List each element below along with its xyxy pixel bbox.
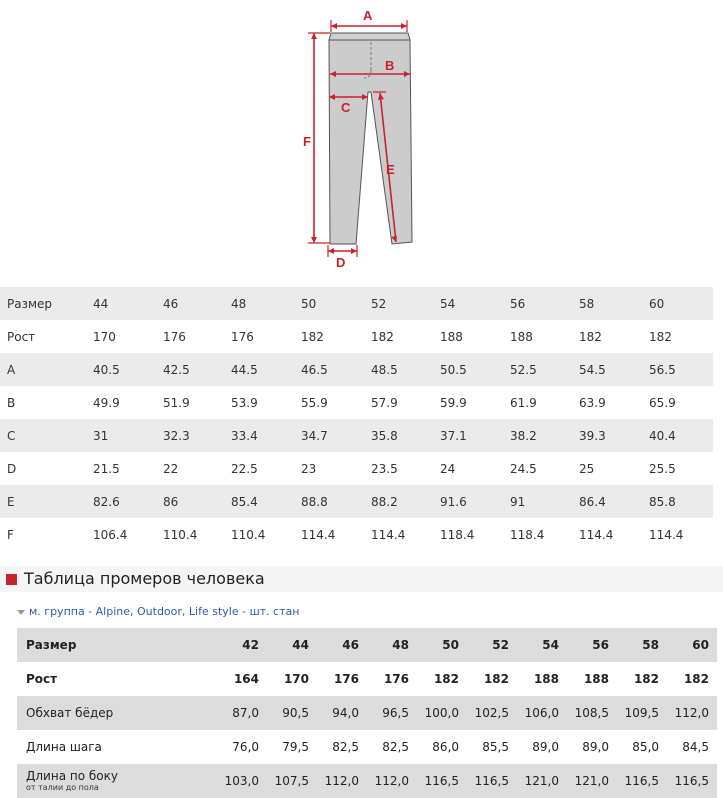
table-row [0, 518, 713, 551]
table-cell: 121,0 [517, 764, 567, 798]
table-cell: 176 [317, 662, 367, 696]
table-cell: 182 [667, 662, 717, 696]
table-cell: 94,0 [317, 696, 367, 730]
table-cell: 182 [579, 320, 649, 353]
row-label: Длина шага [17, 730, 217, 764]
row-label-sub: от талии до пола [26, 783, 99, 792]
table-cell: 25.5 [649, 452, 713, 485]
table-cell: 53.9 [231, 386, 301, 419]
table-cell: 58 [579, 287, 649, 320]
table-cell: 170 [267, 662, 317, 696]
table-cell: 188 [567, 662, 617, 696]
table-cell: 37.1 [440, 419, 510, 452]
table-cell: 116,5 [617, 764, 667, 798]
table-cell: 85.4 [231, 485, 301, 518]
table-cell: 96,5 [367, 696, 417, 730]
table-cell: 82,5 [317, 730, 367, 764]
table-cell: 48.5 [371, 353, 440, 386]
table-cell: 38.2 [510, 419, 579, 452]
row-label: D [0, 452, 93, 485]
table-row [0, 320, 713, 353]
label-f: F [303, 134, 311, 149]
table-cell: 40.5 [93, 353, 163, 386]
row-label: Размер [0, 287, 93, 320]
table-cell: 116,5 [667, 764, 717, 798]
table-cell: 54.5 [579, 353, 649, 386]
table-cell: 60 [667, 628, 717, 662]
table-cell: 46 [317, 628, 367, 662]
table-cell: 52 [467, 628, 517, 662]
table-cell: 44 [267, 628, 317, 662]
table-cell: 86.4 [579, 485, 649, 518]
table-cell: 46 [163, 287, 231, 320]
table-cell: 114.4 [649, 518, 713, 551]
table-cell: 182 [371, 320, 440, 353]
table-row [17, 662, 717, 696]
table-cell: 89,0 [517, 730, 567, 764]
row-label: Рост [17, 662, 217, 696]
table-cell: 57.9 [371, 386, 440, 419]
label-a: A [363, 8, 373, 23]
table-cell: 176 [367, 662, 417, 696]
table-cell: 106.4 [93, 518, 163, 551]
pants-diagram [0, 0, 723, 287]
table-row [0, 353, 713, 386]
table-cell: 44.5 [231, 353, 301, 386]
table-row [0, 287, 713, 320]
table-cell: 50 [417, 628, 467, 662]
table-cell: 112,0 [667, 696, 717, 730]
table-cell: 107,5 [267, 764, 317, 798]
table-row [17, 628, 717, 662]
table-cell: 87,0 [217, 696, 267, 730]
table-cell: 116,5 [467, 764, 517, 798]
row-label: C [0, 419, 93, 452]
table-cell: 91.6 [440, 485, 510, 518]
table-cell: 182 [417, 662, 467, 696]
table-cell: 82,5 [367, 730, 417, 764]
table-cell: 48 [231, 287, 301, 320]
table-cell: 176 [231, 320, 301, 353]
table-cell: 188 [517, 662, 567, 696]
row-label: Обхват бёдер [17, 696, 217, 730]
table-cell: 114.4 [301, 518, 371, 551]
table-cell: 90,5 [267, 696, 317, 730]
table-cell: 182 [301, 320, 371, 353]
table-cell: 50 [301, 287, 371, 320]
table-cell: 51.9 [163, 386, 231, 419]
row-label: E [0, 485, 93, 518]
table-cell: 112,0 [367, 764, 417, 798]
table-cell: 58 [617, 628, 667, 662]
table-cell: 22 [163, 452, 231, 485]
table-cell: 85,0 [617, 730, 667, 764]
table-cell: 44 [93, 287, 163, 320]
table-cell: 112,0 [317, 764, 367, 798]
table-cell: 24.5 [510, 452, 579, 485]
table-row [0, 485, 713, 518]
table-cell: 110.4 [231, 518, 301, 551]
table-cell: 182 [467, 662, 517, 696]
row-label: Размер [17, 628, 217, 662]
table-cell: 188 [440, 320, 510, 353]
table-cell: 48 [367, 628, 417, 662]
table-cell: 103,0 [217, 764, 267, 798]
table-cell: 85.8 [649, 485, 713, 518]
label-d: D [336, 255, 346, 270]
table-cell: 86 [163, 485, 231, 518]
table-cell: 23.5 [371, 452, 440, 485]
label-e: E [386, 162, 395, 177]
table-cell: 46.5 [301, 353, 371, 386]
table-cell: 108,5 [567, 696, 617, 730]
table-cell: 188 [510, 320, 579, 353]
table-cell: 84,5 [667, 730, 717, 764]
section-header [0, 566, 723, 592]
table-cell: 76,0 [217, 730, 267, 764]
table-cell: 33.4 [231, 419, 301, 452]
table-cell: 55.9 [301, 386, 371, 419]
table-cell: 56 [567, 628, 617, 662]
table-cell: 56.5 [649, 353, 713, 386]
row-label: Рост [0, 320, 93, 353]
triangle-down-icon [17, 610, 25, 615]
table-cell: 109,5 [617, 696, 667, 730]
table-cell: 79,5 [267, 730, 317, 764]
table-cell: 22.5 [231, 452, 301, 485]
table-cell: 49.9 [93, 386, 163, 419]
body-measurement-table [17, 628, 717, 798]
table-cell: 63.9 [579, 386, 649, 419]
table-cell: 54 [517, 628, 567, 662]
table-cell: 61.9 [510, 386, 579, 419]
table-cell: 32.3 [163, 419, 231, 452]
table-row [17, 696, 717, 730]
waistband-shape [329, 33, 410, 40]
table-cell: 86,0 [417, 730, 467, 764]
table-cell: 164 [217, 662, 267, 696]
table-cell: 121,0 [567, 764, 617, 798]
table-row [0, 386, 713, 419]
table-row [0, 452, 713, 485]
product-size-table [0, 287, 713, 551]
table-cell: 85,5 [467, 730, 517, 764]
table-cell: 52 [371, 287, 440, 320]
table-cell: 59.9 [440, 386, 510, 419]
section-square-icon [6, 574, 17, 585]
table-cell: 89,0 [567, 730, 617, 764]
table-cell: 114.4 [579, 518, 649, 551]
row-label-main: Длина по боку [26, 769, 118, 783]
table-cell: 176 [163, 320, 231, 353]
table-cell: 118.4 [510, 518, 579, 551]
table-cell: 52.5 [510, 353, 579, 386]
row-label: B [0, 386, 93, 419]
pants-measurement-svg [290, 0, 430, 287]
label-c: C [341, 100, 351, 115]
table-cell: 50.5 [440, 353, 510, 386]
table-cell: 170 [93, 320, 163, 353]
group-note-text: м. группа - Alpine, Outdoor, Life style - шт. стан [29, 605, 300, 618]
row-label: A [0, 353, 93, 386]
table-cell: 91 [510, 485, 579, 518]
table-cell: 82.6 [93, 485, 163, 518]
table-cell: 56 [510, 287, 579, 320]
table-cell: 88.2 [371, 485, 440, 518]
table-cell: 102,5 [467, 696, 517, 730]
table-row [17, 764, 717, 798]
table-cell: 60 [649, 287, 713, 320]
table-cell: 25 [579, 452, 649, 485]
table-cell: 42 [217, 628, 267, 662]
label-b: B [385, 58, 395, 73]
table-cell: 34.7 [301, 419, 371, 452]
table-cell: 100,0 [417, 696, 467, 730]
table-cell: 21.5 [93, 452, 163, 485]
table-cell: 116,5 [417, 764, 467, 798]
row-label: F [0, 518, 93, 551]
table-cell: 118.4 [440, 518, 510, 551]
table-cell: 54 [440, 287, 510, 320]
table-cell: 39.3 [579, 419, 649, 452]
table-cell: 114.4 [371, 518, 440, 551]
table-cell: 110.4 [163, 518, 231, 551]
table-cell: 35.8 [371, 419, 440, 452]
table-cell: 182 [617, 662, 667, 696]
table-cell: 88.8 [301, 485, 371, 518]
table-cell: 31 [93, 419, 163, 452]
table-cell: 40.4 [649, 419, 713, 452]
section-title: Таблица промеров человека [24, 569, 265, 588]
table-row [0, 419, 713, 452]
table-cell: 42.5 [163, 353, 231, 386]
table-row [17, 730, 717, 764]
table-cell: 23 [301, 452, 371, 485]
row-label [17, 764, 217, 798]
table-cell: 106,0 [517, 696, 567, 730]
group-note [17, 605, 299, 618]
table-cell: 182 [649, 320, 713, 353]
table-cell: 65.9 [649, 386, 713, 419]
table-cell: 24 [440, 452, 510, 485]
